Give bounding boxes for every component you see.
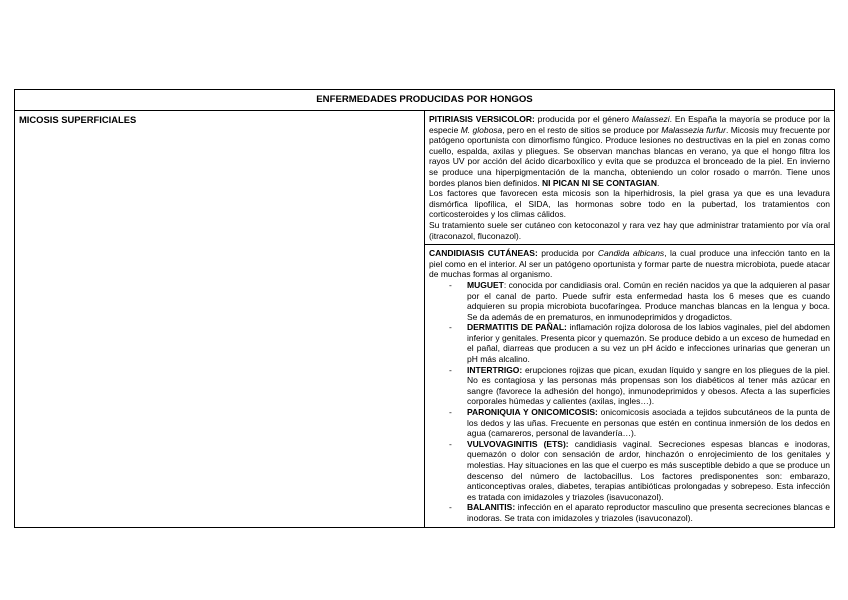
item-title: MUGUET bbox=[467, 279, 504, 290]
species-name: Malassezi bbox=[631, 114, 670, 124]
table-title: ENFERMEDADES PRODUCIDAS POR HONGOS bbox=[15, 90, 835, 111]
pitiriasis-factors: Los factores que favorecen esta micosis son la hiperhidrosis, la piel grasa ya que es una levadura dismórfica lipofílica, el SIDA, las hormonas sobre todo en la pubertad, los tratamientos con corticosteroides y los climas cálidos. bbox=[429, 188, 830, 220]
list-item bbox=[467, 280, 830, 322]
item-title: VULVOVAGINITIS (ETS): bbox=[467, 438, 569, 449]
item-title: BALANITIS: bbox=[467, 502, 516, 513]
category-cell: MICOSIS SUPERFICIALES bbox=[15, 111, 425, 528]
pitiriasis-paragraph bbox=[429, 114, 830, 188]
text-span: . En España la mayoría se produce por la especie bbox=[429, 114, 830, 135]
text-span: producida por bbox=[537, 248, 598, 259]
pitiriasis-cell bbox=[425, 111, 835, 245]
item-title: INTERTRIGO: bbox=[467, 364, 523, 375]
candidiasis-cell bbox=[425, 245, 835, 527]
item-text: : conocida por candidiasis oral. Común en recién nacidos ya que la adquieren al pasar por el canal de parto. Puede sufrir esta enfermedad hasta los 6 meses que es cuando adquieren su propia microbiota bucofaríngea. Produce manchas blancas en la lengua y boca. Se da además de en prematuros, en inmunodeprimidos y drogadictos. bbox=[467, 279, 830, 322]
item-text: candidiasis vaginal. Secreciones espesas blancas e inodoras, quemazón o dolor con sensación de ardor, hinchazón o enrojecimiento de los genitales y molestias. Hay situaciones en las que el cuerpo es más susceptible debido a que se produce un descenso del número de lactobacillus. Los factores predisponentes son: embarazo, anticonceptivas orales, diabetes, terapias antibióticas prolongadas y sobrepeso. Esta infección es tratada con imidazoles y triazoles (isavuconazol). bbox=[467, 438, 830, 502]
text-span: , pero en el resto de sitios se produce por bbox=[502, 124, 662, 135]
text-span: . bbox=[657, 177, 660, 188]
item-text: infección en el aparato reproductor masculino que presenta secreciones blancas e inodoras. Se trata con imidazoles y triazoles (isavuconazol). bbox=[467, 502, 830, 523]
candidiasis-title: CANDIDIASIS CUTÁNEAS: bbox=[429, 248, 538, 259]
item-title: DERMATITIS DE PAÑAL: bbox=[467, 322, 567, 333]
candidiasis-paragraph bbox=[429, 248, 830, 280]
list-item bbox=[467, 322, 830, 364]
list-item bbox=[467, 502, 830, 523]
item-text: erupciones rojizas que pican, exudan líquido y sangre en los pliegues de la piel. No es contagiosa y las personas más propensas son los diabéticos al tener más azúcar en sangre (favorece la adhesión del hongo), inmunodeprimidos y obesos. Afecta a las superficies corporales húmedas y calientes (axilas, ingles…). bbox=[467, 364, 830, 407]
species-name: M. globosa bbox=[460, 124, 503, 135]
pitiriasis-treatment: Su tratamiento suele ser cutáneo con ketoconazol y rara vez hay que administrar tratamiento por vía oral (itraconazol, fluconazol). bbox=[429, 219, 830, 241]
text-span: . Micosis muy frecuente por patógeno oportunista con dimorfismo fúngico. Produce lesiones no destructivas en la piel en zonas como cuello, espalda, axilas y pliegues. Se observan manchas blancas en verano, ya que el hongo filtra los rayos UV por acción del ácido dicarboxílico y evita que se produzca el bronceado de la piel. En invierno se produce una hiperpigmentación de la mancha, obteniendo un color rosado o marrón. Tiene unos bordes planos bien definidos. bbox=[429, 124, 830, 188]
emphasis-text: NI PICAN NI SE CONTAGIAN bbox=[541, 177, 658, 188]
pitiriasis-title: PITIRIASIS VERSICOLOR: bbox=[429, 114, 535, 124]
list-item bbox=[467, 439, 830, 503]
item-text: onicomicosis asociada a tejidos subcutáneos de la punta de los dedos y las uñas. Frecuente en personas que estén en continua inmersión de los dedos en agua (camareros, personal de lavandería…). bbox=[467, 407, 830, 439]
species-name: Candida albicans bbox=[597, 248, 665, 259]
text-span: , la cual produce una infección tanto en la piel como en el interior. Al ser un patógeno oportunista y formar parte de nuestra microbiota, puede atacar de muchas formas al organismo. bbox=[429, 248, 831, 280]
table-row bbox=[15, 111, 835, 245]
item-text: inflamación rojiza dolorosa de los labios vaginales, piel del abdomen inferior y genitales. Presenta picor y quemazón. Se produce debido a un exceso de humedad en el pañal, diarreas que producen a su vez un pH ácido e infecciones urinarias que generan un pH más alcalino. bbox=[467, 322, 830, 365]
candidiasis-list bbox=[429, 280, 830, 524]
list-item bbox=[467, 365, 830, 407]
text-span: producida por el género bbox=[534, 114, 632, 124]
item-title: PARONIQUIA Y ONICOMICOSIS: bbox=[467, 407, 598, 418]
table-header-row bbox=[15, 90, 835, 111]
list-item bbox=[467, 407, 830, 439]
species-name: Malassezia furfur bbox=[661, 124, 726, 135]
diseases-table bbox=[14, 89, 835, 528]
